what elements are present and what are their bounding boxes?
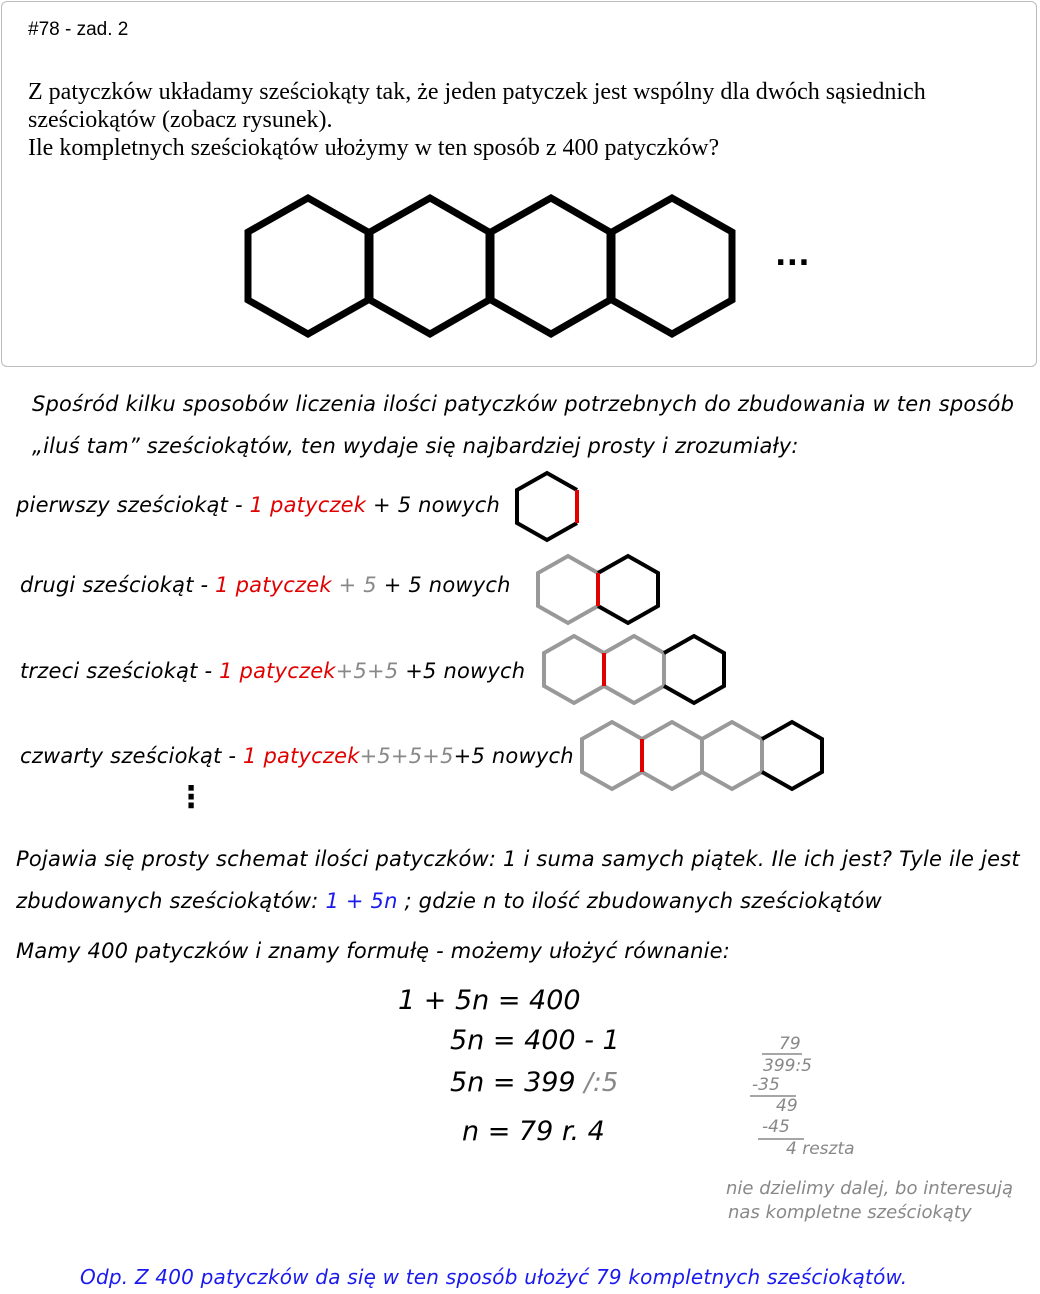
- division-rem-2: 4 reszta: [786, 1139, 855, 1159]
- equation-3-main: 5n = 399: [450, 1067, 576, 1098]
- row-4-gray: +5+5+5: [359, 744, 454, 768]
- row-4-suffix: +5 nowych: [453, 744, 574, 768]
- row-4-red: 1 patyczek: [243, 744, 360, 768]
- row-3-prefix: trzeci sześciokąt -: [20, 659, 220, 683]
- task-line-2: sześciokątów (zobacz rysunek).: [28, 107, 333, 133]
- equation-3-note: /:5: [584, 1068, 619, 1098]
- schema-line-2-post: ; gdzie n to ilość zbudowanych sześciokątów: [397, 889, 882, 913]
- equation-2: 5n = 400 - 1: [450, 1025, 620, 1056]
- schema-line-3: Mamy 400 patyczków i znamy formułę - możemy ułożyć równanie:: [16, 939, 731, 963]
- division-sub-1: -35: [752, 1075, 780, 1095]
- task-ellipsis: ...: [775, 238, 810, 273]
- equation-1: 1 + 5n = 400: [398, 985, 581, 1016]
- schema-line-2-pre: zbudowanych sześciokątów:: [16, 889, 326, 913]
- task-line-3: Ile kompletnych sześciokątów ułożymy w ten sposób z 400 patyczków?: [28, 135, 720, 161]
- division-quotient: 79: [779, 1034, 801, 1054]
- note-line-1: nie dzielimy dalej, bo interesują: [726, 1178, 1014, 1199]
- task-line-1: Z patyczków układamy sześciokąty tak, że jeden patyczek jest wspólny dla dwóch sąsiednich: [28, 79, 926, 105]
- vertical-dots: ⋮: [176, 780, 207, 815]
- row-2-gray: + 5: [331, 573, 377, 597]
- division-rem-1: 49: [776, 1096, 798, 1116]
- schema-line-1: Pojawia się prosty schemat ilości patyczków: 1 i suma samych piątek. Ile ich jest? Tyle ile jest: [16, 847, 1020, 871]
- division-dividend: 399:5: [763, 1056, 812, 1076]
- row-4-prefix: czwarty sześciokąt -: [20, 744, 244, 768]
- row-3-red: 1 patyczek: [219, 659, 336, 683]
- row-3-suffix: +5 nowych: [398, 659, 526, 683]
- equation-4: n = 79 r. 4: [462, 1116, 605, 1147]
- note-line-2: nas kompletne sześciokąty: [728, 1202, 972, 1223]
- answer: Odp. Z 400 patyczków da się w ten sposób ułożyć 79 kompletnych sześciokątów.: [80, 1265, 908, 1289]
- formula: 1 + 5n: [325, 889, 398, 913]
- row-1-red: 1 patyczek: [249, 493, 367, 517]
- task-label: #78 - zad. 2: [28, 19, 129, 40]
- division-sub-2: -45: [762, 1117, 790, 1137]
- intro-line-1: Spośród kilku sposobów liczenia ilości patyczków potrzebnych do zbudowania w ten sposób: [32, 392, 1015, 416]
- row-1-prefix: pierwszy sześciokąt -: [16, 493, 250, 517]
- row-3-gray: +5+5: [335, 659, 399, 683]
- row-2-suffix: + 5 nowych: [376, 573, 511, 597]
- row-1-suffix: + 5 nowych: [366, 493, 500, 517]
- intro-line-2: „iluś tam” sześciokątów, ten wydaje się najbardziej prosty i zrozumiały:: [32, 434, 799, 458]
- row-2-red: 1 patyczek: [215, 573, 332, 597]
- row-2-prefix: drugi sześciokąt -: [20, 573, 216, 597]
